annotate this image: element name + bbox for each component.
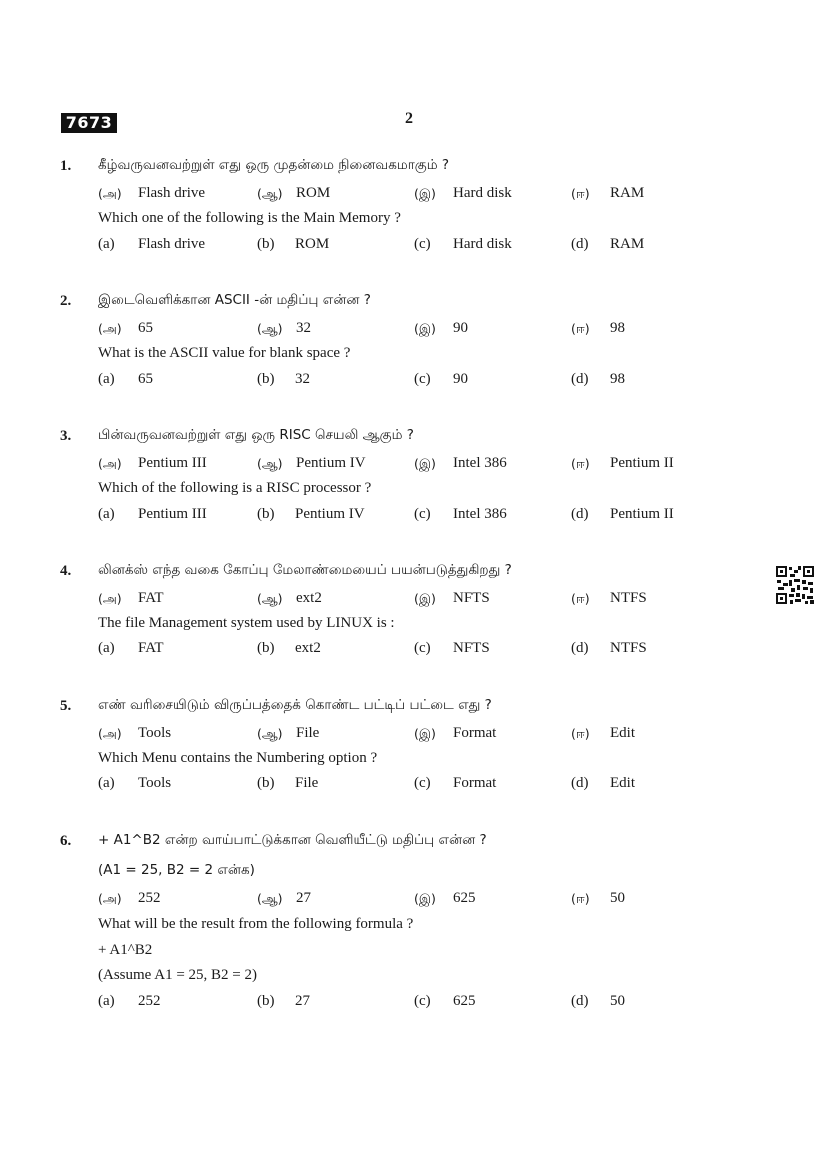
tamil-option-value: Pentium III [138,455,207,471]
tamil-option-marker: (ஆ) [257,891,283,906]
option-value: Format [453,775,497,791]
question-text-english: The file Management system used by LINUX is : [98,615,395,631]
question-text-english: Which of the following is a RISC processor ? [98,480,372,496]
option-value: 98 [610,371,625,387]
option-marker: (a) [98,640,115,656]
option-marker: (d) [571,775,589,791]
option-value: 252 [138,993,161,1009]
tamil-option-value: NTFS [610,590,647,606]
tamil-option-value: NFTS [453,590,490,606]
tamil-option-marker: (இ) [414,726,436,741]
option-value: NTFS [610,640,647,656]
question-text-tamil: இடைவெளிக்கான ASCII -ன் மதிப்பு என்ன ? [98,292,371,308]
tamil-option-value: RAM [610,185,645,201]
tamil-option-marker: (ஆ) [257,726,283,741]
tamil-option-marker: (இ) [414,321,436,336]
paper-code: 7673 [61,113,117,133]
question-text-tamil: பின்வருவனவற்றுள் எது ஒரு RISC செயலி ஆகும் ? [98,427,414,443]
tamil-option-marker: (ஈ) [571,726,590,741]
tamil-option-marker: (அ) [98,456,122,471]
question-number: 6. [60,833,72,849]
tamil-option-value: Pentium IV [296,455,366,471]
tamil-option-marker: (அ) [98,591,122,606]
option-value: RAM [610,236,645,252]
option-marker: (d) [571,993,589,1009]
option-value: Pentium IV [295,506,365,522]
option-marker: (d) [571,371,589,387]
tamil-option-value: Hard disk [453,185,512,201]
question-number: 1. [60,158,72,174]
option-value: Pentium III [138,506,207,522]
tamil-option-marker: (ஈ) [571,591,590,606]
tamil-option-marker: (அ) [98,321,122,336]
tamil-option-value: FAT [138,590,164,606]
tamil-option-marker: (ஆ) [257,186,283,201]
question-text-english: Which one of the following is the Main Memory ? [98,210,401,226]
option-value: 27 [295,993,310,1009]
option-marker: (a) [98,236,115,252]
tamil-option-value: 50 [610,890,625,906]
option-marker: (a) [98,775,115,791]
tamil-option-value: Flash drive [138,185,206,201]
tamil-option-marker: (அ) [98,726,122,741]
tamil-option-marker: (இ) [414,456,436,471]
option-marker: (c) [414,371,431,387]
tamil-option-value: 625 [453,890,476,906]
tamil-option-value: 90 [453,320,468,336]
question-number: 2. [60,293,72,309]
question-text-tamil: கீழ்வருவனவற்றுள் எது ஒரு முதன்மை நினைவகமாகும் ? [98,157,450,173]
tamil-option-value: 32 [296,320,311,336]
option-marker: (b) [257,993,275,1009]
option-value: Pentium II [610,506,674,522]
tamil-option-value: ext2 [296,590,322,606]
question-formula: + A1^B2 [98,942,153,958]
option-value: File [295,775,319,791]
option-marker: (a) [98,993,115,1009]
tamil-option-marker: (இ) [414,891,436,906]
tamil-option-value: 252 [138,890,161,906]
tamil-option-marker: (ஈ) [571,891,590,906]
tamil-option-marker: (ஆ) [257,456,283,471]
option-value: ext2 [295,640,321,656]
tamil-option-value: Pentium II [610,455,674,471]
tamil-option-marker: (ஆ) [257,591,283,606]
tamil-option-value: Intel 386 [453,455,507,471]
question-number: 4. [60,563,72,579]
option-marker: (d) [571,640,589,656]
option-marker: (b) [257,640,275,656]
option-value: ROM [295,236,330,252]
option-value: FAT [138,640,164,656]
option-marker: (c) [414,506,431,522]
option-value: 65 [138,371,153,387]
option-marker: (c) [414,236,431,252]
qr-code-icon [775,565,815,605]
option-value: Flash drive [138,236,206,252]
tamil-option-marker: (ஈ) [571,321,590,336]
page-number: 2 [405,110,413,127]
option-value: Tools [138,775,172,791]
option-marker: (c) [414,640,431,656]
question-number: 5. [60,698,72,714]
tamil-option-value: Edit [610,725,635,741]
option-marker: (d) [571,506,589,522]
option-value: NFTS [453,640,490,656]
question-note-tamil: (A1 = 25, B2 = 2 என்க) [98,862,255,878]
tamil-option-marker: (ஆ) [257,321,283,336]
option-marker: (b) [257,775,275,791]
tamil-option-value: 98 [610,320,625,336]
option-marker: (b) [257,371,275,387]
option-marker: (c) [414,775,431,791]
option-marker: (b) [257,506,275,522]
option-value: Intel 386 [453,506,507,522]
tamil-option-marker: (ஈ) [571,456,590,471]
option-marker: (c) [414,993,431,1009]
option-marker: (d) [571,236,589,252]
option-marker: (a) [98,371,115,387]
question-text-english: What is the ASCII value for blank space ? [98,345,351,361]
question-text-tamil: எண் வரிசையிடும் விருப்பத்தைக் கொண்ட பட்டிப் பட்டை எது ? [98,697,492,713]
question-text-english: What will be the result from the following formula ? [98,916,414,932]
tamil-option-value: Format [453,725,497,741]
option-marker: (a) [98,506,115,522]
tamil-option-marker: (அ) [98,186,122,201]
question-note-english: (Assume A1 = 25, B2 = 2) [98,967,258,983]
tamil-option-marker: (அ) [98,891,122,906]
option-value: 625 [453,993,476,1009]
tamil-option-value: Tools [138,725,172,741]
option-value: Edit [610,775,635,791]
tamil-option-marker: (இ) [414,591,436,606]
question-text-english: Which Menu contains the Numbering option ? [98,750,378,766]
question-number: 3. [60,428,72,444]
option-value: 32 [295,371,310,387]
tamil-option-value: ROM [296,185,331,201]
option-value: 90 [453,371,468,387]
tamil-option-value: 65 [138,320,153,336]
tamil-option-value: File [296,725,320,741]
option-value: 50 [610,993,625,1009]
question-text-tamil: + A1^B2 என்ற வாய்பாட்டுக்கான வெளியீட்டு மதிப்பு என்ன ? [98,832,487,848]
tamil-option-value: 27 [296,890,311,906]
tamil-option-marker: (ஈ) [571,186,590,201]
option-value: Hard disk [453,236,512,252]
question-text-tamil: லினக்ஸ் எந்த வகை கோப்பு மேலாண்மையைப் பயன்படுத்துகிறது ? [98,562,512,578]
tamil-option-marker: (இ) [414,186,436,201]
option-marker: (b) [257,236,275,252]
